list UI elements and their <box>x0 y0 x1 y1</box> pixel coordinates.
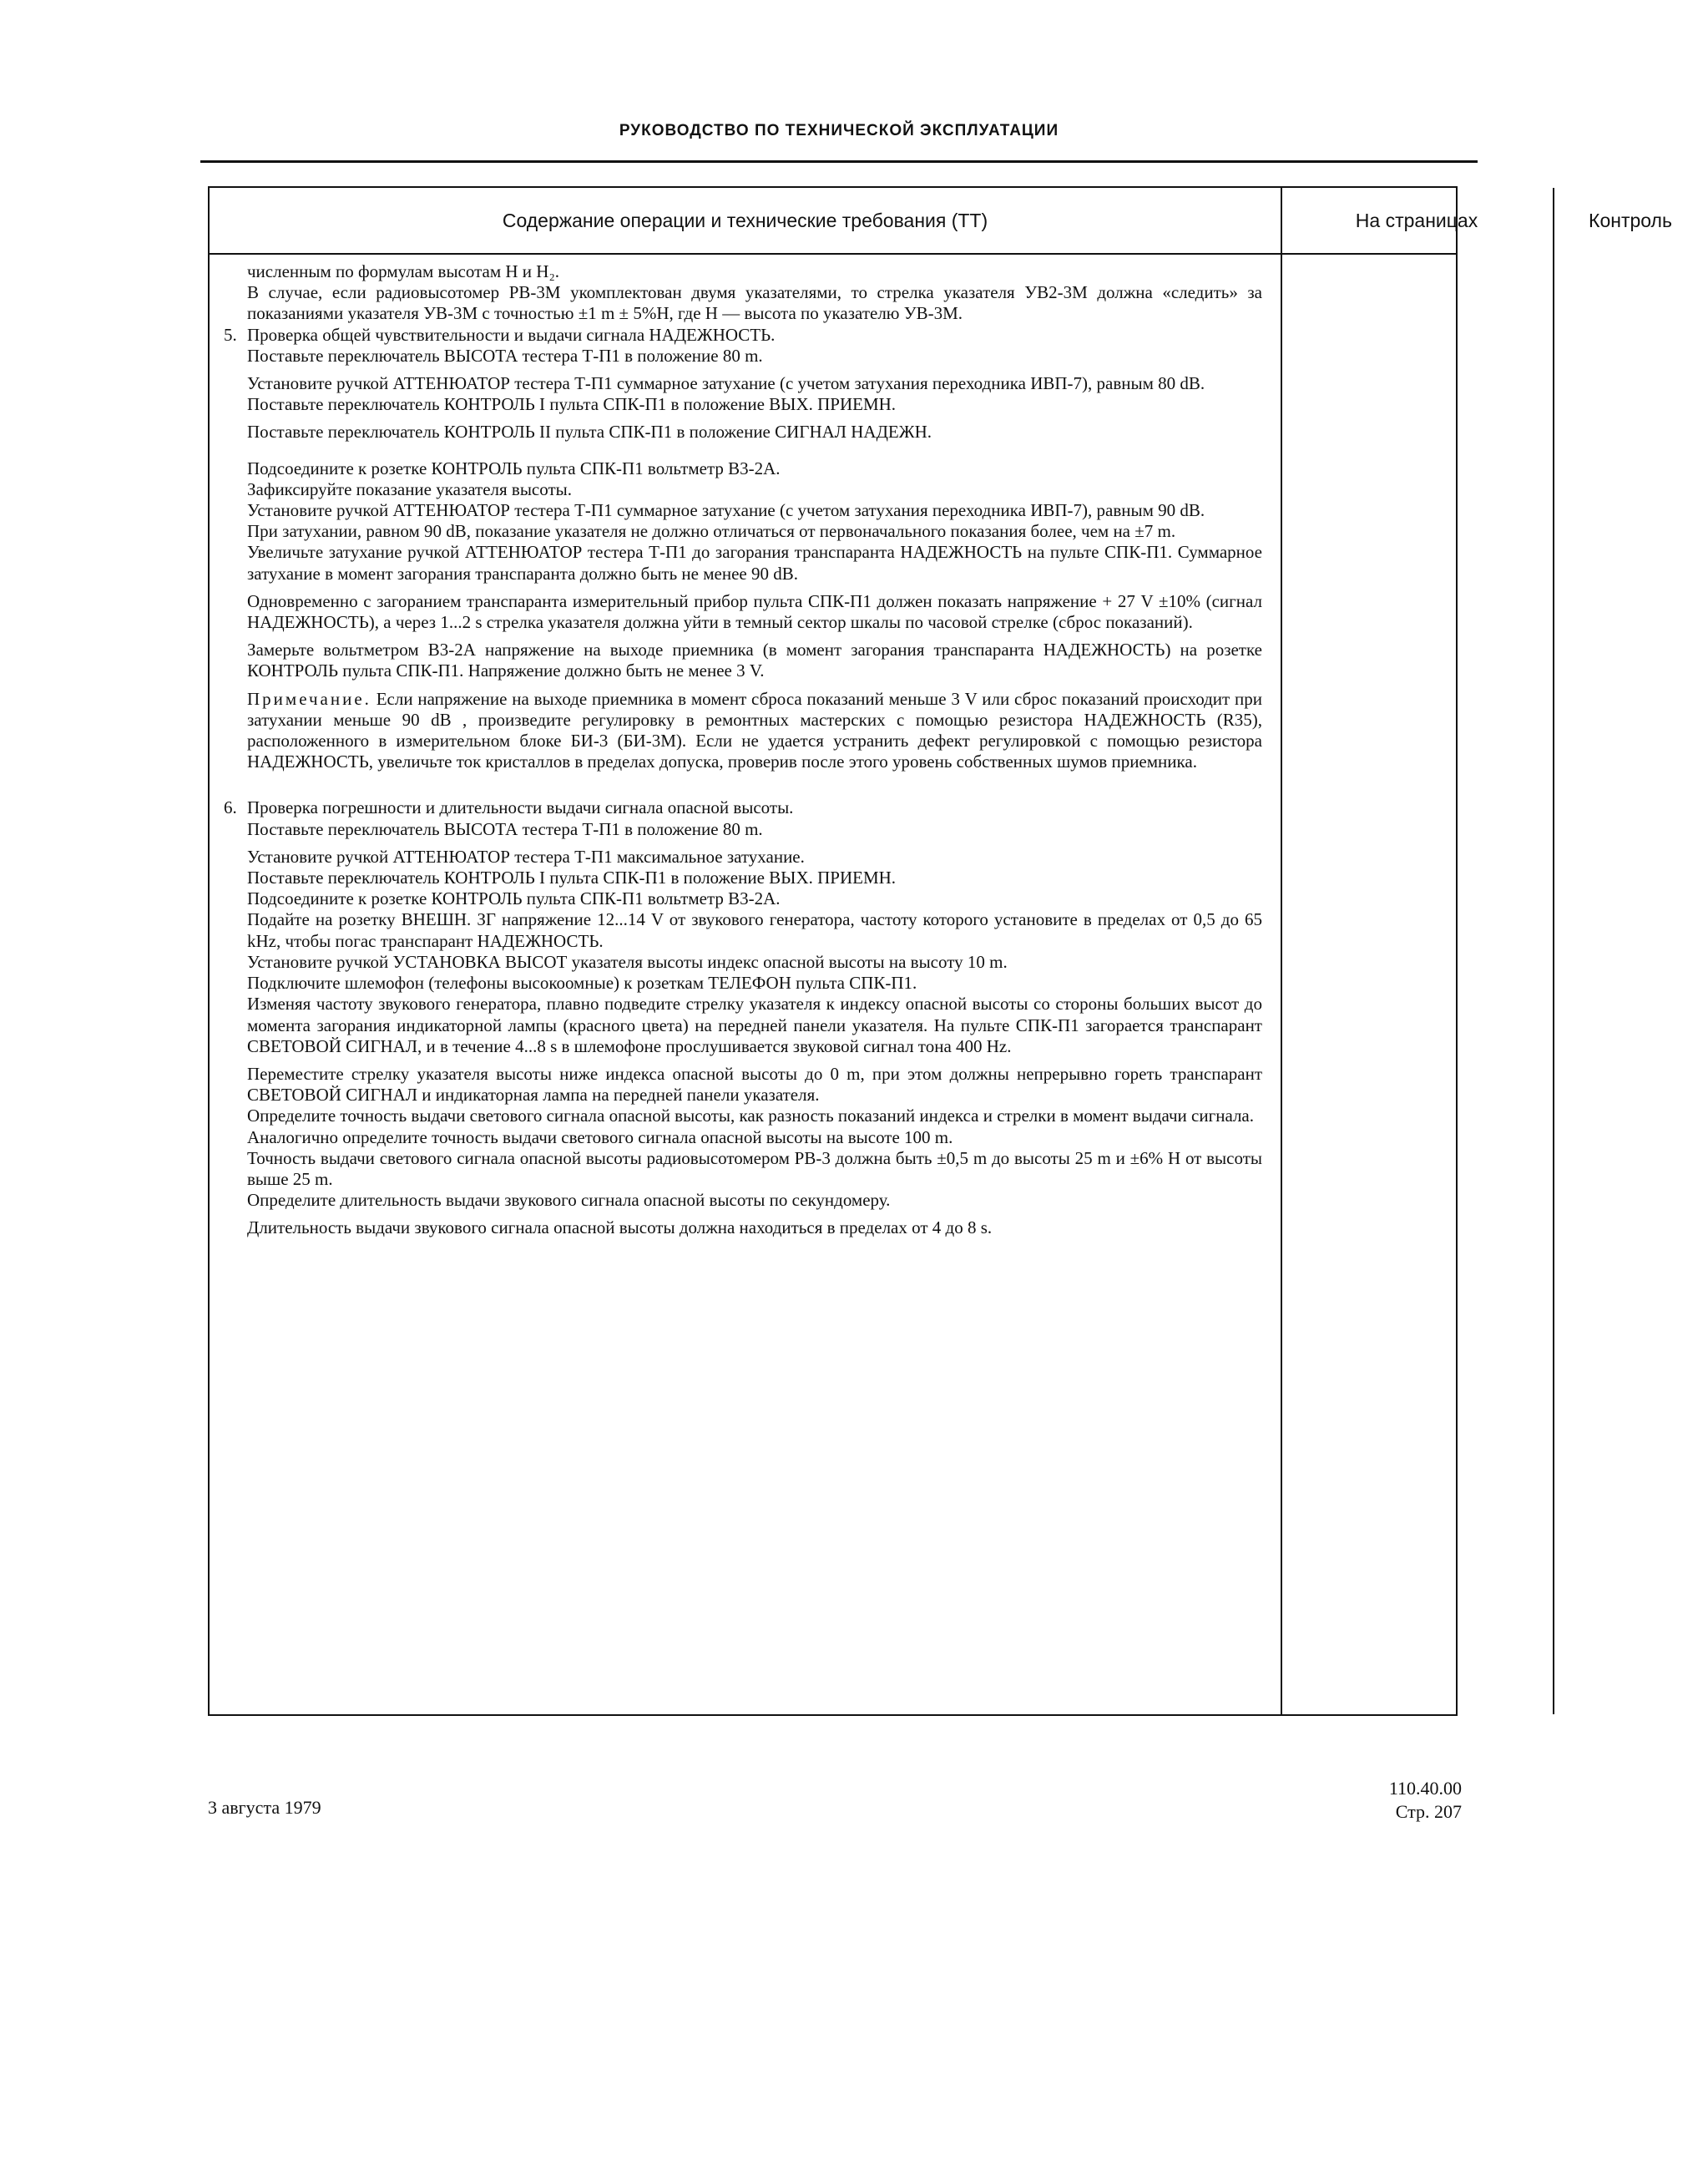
item-5-line: Проверка общей чувствительности и выдачи сигнала НАДЕЖНОСТЬ. <box>247 324 776 345</box>
item-5-line: Зафиксируйте показание указателя высоты. <box>247 478 573 499</box>
note-text: Если напряжение на выходе приемника в момент сброса показаний меньше 3 V или сброс показаний происходит при затухании меньше 90 dB , произведите регулировку в ремонтных мастерских с помощью резистора НАДЕЖНОСТЬ (R35), расположенного в измерительном блоке БИ-3 (БИ-3М). Если не удается устранить дефект регулировкой с помощью резистора НАДЕЖНОСТЬ, увеличьте ток кристаллов в пределах допуска, проверив после этого уровень собственных шумов приемника. <box>247 688 1262 772</box>
item-5-line: Поставьте переключатель КОНТРОЛЬ I пульта СПК-П1 в положение ВЫХ. ПРИЕМН. <box>247 394 897 415</box>
item-6-line: Установите ручкой УСТАНОВКА ВЫСОТ указателя высоты индекс опасной высоты на высоту 10 m. <box>247 951 1008 972</box>
item-6-line: Подсоедините к розетке КОНТРОЛЬ пульта СПК-П1 вольтметр В3-2А. <box>247 888 781 909</box>
note-label: Примечание. <box>247 688 371 709</box>
column-header-control: Контроль <box>1589 209 1672 231</box>
item-6-line: Проверка погрешности и длительности выдачи сигнала опасной высоты. <box>247 797 794 818</box>
note-paragraph <box>247 689 1262 773</box>
body-line: численным по формулам высотам H и H₂. <box>247 261 560 281</box>
column-divider-1 <box>1281 188 1282 1714</box>
column-header-pages: На страницах <box>1355 209 1478 231</box>
table-body-content <box>224 261 1263 1239</box>
body-line: В случае, если радиовысотомер РВ-3М укомплектован двумя указателями, то стрелка указателя УВ2-3М должна «следить» за показаниями указателя УВ-3М с точностью ±1 m ± 5%H, где H — высота по указателю УВ-3М. <box>247 282 1262 324</box>
item-5-line: Увеличьте затухание ручкой АТТЕНЮАТОР тестера Т-П1 до загорания транспаранта НАДЕЖНОСТЬ на пульте СПК-П1. Суммарное затухание в момент загорания транспаранта должно быть не менее 90 dB. <box>247 542 1262 584</box>
header-row-divider <box>210 253 1456 255</box>
item-5-line: Замерьте вольтметром В3-2А напряжение на выходе приемника (в момент загорания транспаранта НАДЕЖНОСТЬ) на розетке КОНТРОЛЬ пульта СПК-П1. Напряжение должно быть не менее 3 V. <box>247 640 1262 681</box>
item-6-line: Аналогично определите точность выдачи светового сигнала опасной высоты на высоте 100 m. <box>247 1126 953 1147</box>
item-6-line: Установите ручкой АТТЕНЮАТОР тестера Т-П1 максимальное затухание. <box>247 846 805 867</box>
item-6-line: Поставьте переключатель ВЫСОТА тестера Т-П1 в положение 80 m. <box>247 818 763 839</box>
item-6-line: Определите точность выдачи светового сигнала опасной высоты, как разность показаний индекса и стрелки в момент выдачи сигнала. <box>247 1106 1255 1126</box>
item-5 <box>224 324 1262 773</box>
item-6-line: Точность выдачи светового сигнала опасной высоты радиовысотомером РВ-3 должна быть ±0,5 m до высоты 25 m и ±6% H от высоты выше 25 m. <box>247 1147 1263 1189</box>
footer-date: 3 августа 1979 <box>208 1797 321 1818</box>
item-number: 5. <box>224 324 237 345</box>
item-5-line: Подсоедините к розетке КОНТРОЛЬ пульта СПК-П1 вольтметр В3-2А. <box>247 458 781 478</box>
page-number: Стр. 207 <box>1395 1801 1462 1822</box>
item-6-line: Переместите стрелку указателя высоты ниже индекса опасной высоты до 0 m, при этом должны непрерывно гореть транспарант СВЕТОВОЙ СИГНАЛ и индикаторная лампа на передней панели указателя. <box>247 1063 1262 1106</box>
item-6 <box>224 797 1263 1238</box>
header-rule <box>200 160 1478 163</box>
item-6-line: Подайте на розетку ВНЕШН. ЗГ напряжение 12...14 V от звукового генератора, частоту которого установите в пределах от 0,5 до 65 kHz, чтобы погас транспарант НАДЕЖНОСТЬ. <box>247 909 1262 951</box>
item-number: 6. <box>224 797 237 818</box>
item-6-line: Определите длительность выдачи звукового сигнала опасной высоты по секундомеру. <box>247 1190 891 1211</box>
footer-page-info <box>1389 1777 1462 1824</box>
document-code: 110.40.00 <box>1388 1778 1462 1799</box>
item-5-line: Одновременно с загоранием транспаранта измерительный прибор пульта СПК-П1 должен показать напряжение + 27 V ±10% (сигнал НАДЕЖНОСТЬ), а через 1...2 s стрелка указателя должна уйти в темный сектор шкалы по часовой стрелке (сброс показаний). <box>247 590 1262 633</box>
item-6-line: Изменяя частоту звукового генератора, плавно подведите стрелку указателя к индексу опасной высоты со стороны больших высот до момента загорания индикаторной лампы (красного цвета) на передней панели указателя. На пульте СПК-П1 загорается транспарант СВЕТОВОЙ СИГНАЛ, и в течение 4...8 s в шлемофоне прослушивается звуковой сигнал тона 400 Hz. <box>247 994 1262 1056</box>
item-6-line: Длительность выдачи звукового сигнала опасной высоты должна находиться в пределах от 4 до 8 s. <box>247 1217 993 1238</box>
item-5-line: Установите ручкой АТТЕНЮАТОР тестера Т-П1 суммарное затухание (с учетом затухания переходника ИВП-7), равным 80 dB. <box>247 373 1205 394</box>
operations-table <box>208 186 1672 1716</box>
item-5-line: Поставьте переключатель ВЫСОТА тестера Т-П1 в положение 80 m. <box>247 345 763 366</box>
item-5-line: Установите ручкой АТТЕНЮАТОР тестера Т-П1 суммарное затухание (с учетом затухания переходника ИВП-7), равным 90 dB. <box>247 500 1205 521</box>
item-5-line: Поставьте переключатель КОНТРОЛЬ II пульта СПК-П1 в положение СИГНАЛ НАДЕЖН. <box>247 422 932 443</box>
item-5-line: При затухании, равном 90 dB, показание указателя не должно отличаться от первоначального показания более, чем на ±7 m. <box>247 521 1176 542</box>
item-6-line: Поставьте переключатель КОНТРОЛЬ I пульта СПК-П1 в положение ВЫХ. ПРИЕМН. <box>247 868 897 888</box>
column-divider-2 <box>1553 188 1554 1714</box>
column-header-content: Содержание операции и технические требования (ТТ) <box>502 209 988 231</box>
running-header: РУКОВОДСТВО ПО ТЕХНИЧЕСКОЙ ЭКСПЛУАТАЦИИ <box>619 122 1059 139</box>
item-6-line: Подключите шлемофон (телефоны высокоомные) к розеткам ТЕЛЕФОН пульта СПК-П1. <box>247 973 917 994</box>
